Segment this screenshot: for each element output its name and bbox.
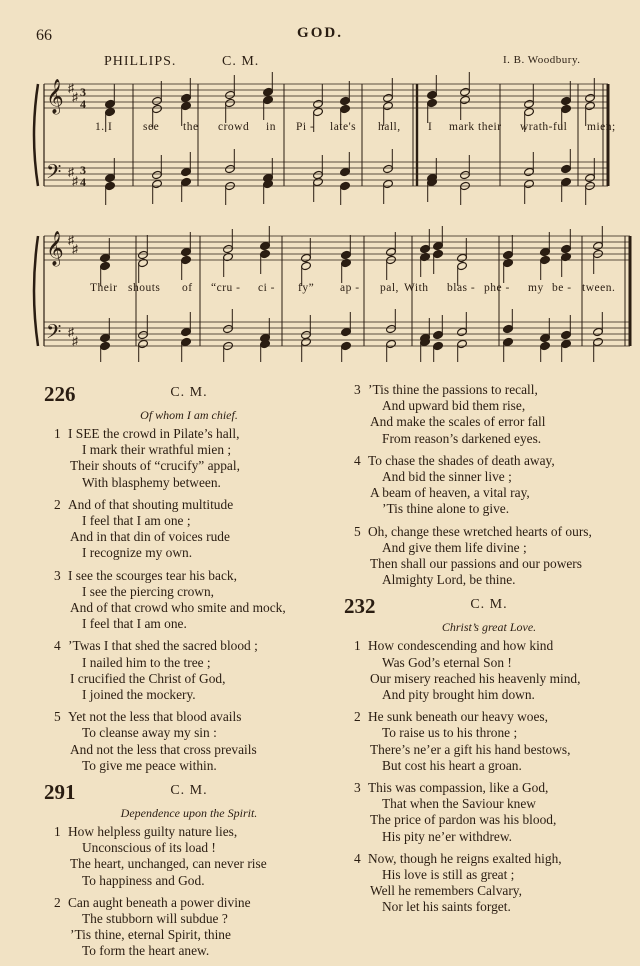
stanza (344, 638, 634, 703)
verse-line (344, 382, 634, 398)
lyric-syllable: wrath-ful (520, 121, 568, 133)
stanza-number: 1 (54, 824, 61, 840)
lyric-syllable: mien; (587, 121, 616, 133)
sharp: ♯ (72, 242, 78, 256)
verse-line: I feel that I am one. (82, 616, 187, 632)
verse-text: To chase the shades of death away, (368, 452, 555, 468)
sharp: ♯ (72, 174, 78, 188)
verse-line: The heart, unchanged, can never rise (70, 856, 267, 872)
hymn-meter: C. M. (470, 597, 508, 613)
verse-line (344, 524, 634, 540)
lyric-syllable: tween. (582, 282, 616, 294)
verse-text: ’Tis thine the passions to recall, (368, 382, 538, 397)
lyric-syllable: in (266, 121, 276, 133)
lyric-syllable: Their (90, 282, 118, 294)
right-column (344, 382, 634, 922)
stanza (344, 524, 634, 589)
verse-line: ’Tis thine alone to give. (382, 501, 510, 517)
stanza (344, 851, 634, 916)
lyric-syllable: crowd (218, 121, 250, 133)
verse-text: I see the scourges tear his back, (68, 567, 237, 583)
verse-line: The stubborn will subdue ? (82, 911, 228, 927)
verse-line: But cost his heart a groan. (382, 757, 522, 773)
verse-text: Oh, change these wretched hearts of ours, (368, 523, 592, 539)
time-signature: 3 (80, 85, 86, 99)
verse-line: ’Tis thine, eternal Spirit, thine (70, 927, 231, 943)
stanza-number: 3 (354, 780, 361, 796)
hymn (344, 382, 634, 588)
verse-line: And of that crowd who smite and mock, (70, 600, 286, 616)
stanza (44, 638, 334, 703)
tune-composer: I. B. Woodbury. (503, 54, 581, 66)
verse-line: The price of pardon was his blood, (370, 812, 557, 828)
lyric-syllable: Pi - (296, 121, 315, 133)
verse-text: I SEE the crowd in Pilate’s hall, (68, 426, 240, 441)
verse-line: From reason’s darkened eyes. (382, 430, 542, 446)
sharp: ♯ (72, 334, 78, 348)
lyric-syllable: fy” (298, 282, 315, 294)
stanza (344, 453, 634, 518)
verse-line (44, 709, 334, 725)
verse-line: To form the heart anew. (82, 943, 210, 959)
verse-text: How condescending and how kind (368, 638, 554, 654)
verse-text: ’Twas I that shed the sacred blood ; (68, 638, 258, 654)
stanza-number: 4 (354, 850, 361, 866)
verse-line (44, 568, 334, 584)
verse-line (344, 709, 634, 725)
verse-line (44, 497, 334, 513)
verse-line: That when the Saviour knew (382, 796, 536, 812)
hymn-subtitle: Christ’s great Love. (441, 620, 537, 635)
hymn-number: 226 (44, 382, 76, 406)
verse-line: A beam of heaven, a vital ray, (370, 485, 530, 501)
stanza-number: 2 (54, 496, 61, 512)
sharp: ♯ (68, 165, 74, 179)
hymn-meter: C. M. (170, 385, 208, 400)
verse-line: His pity ne’er withdrew. (382, 828, 513, 844)
lyric-syllable: my (528, 282, 544, 294)
verse-line: To raise us to his throne ; (382, 725, 518, 741)
stanza (44, 895, 334, 960)
verse-text: This was compassion, like a God, (368, 780, 549, 796)
lyric-syllable: With (404, 282, 429, 294)
time-signature: 4 (80, 97, 86, 111)
stanza-number: 1 (54, 426, 61, 441)
verse-line (344, 851, 634, 867)
stanza (44, 426, 334, 491)
lyric-syllable: mark their (449, 121, 502, 133)
time-signature: 4 (80, 175, 86, 189)
running-title: GOD. (297, 25, 343, 41)
stanza-number: 3 (54, 567, 61, 583)
stanza-number: 3 (354, 382, 361, 397)
lyric-syllable: of (182, 282, 193, 294)
hymn-header (44, 382, 334, 408)
verse-text: How helpless guilty nature lies, (68, 824, 238, 840)
stanza (344, 780, 634, 845)
time-signature: 3 (80, 163, 86, 177)
stanza (44, 568, 334, 633)
stanza (44, 709, 334, 774)
verse-text: And of that shouting multitude (68, 496, 234, 512)
hymn (44, 382, 334, 774)
verse-line: Then shall our passions and our powers (370, 556, 582, 572)
lyric-syllable: pal, (380, 282, 399, 294)
treble-clef: 𝄞 (46, 231, 64, 266)
stanza-number: 5 (354, 523, 361, 539)
stanza-number: 5 (54, 709, 61, 725)
hymn-header (344, 594, 634, 620)
lyric-syllable: I (428, 121, 433, 133)
verse-line: And not the less that cross prevails (70, 741, 257, 757)
verse-line: Was God’s eternal Son ! (382, 654, 512, 670)
hymn-number: 232 (344, 594, 376, 619)
verse-line: Nor let his saints forget. (382, 899, 511, 915)
stanza-number: 4 (354, 452, 361, 468)
verse-line: I recognize my own. (82, 545, 193, 561)
verse-line (344, 638, 634, 654)
verse-line: I crucified the Christ of God, (70, 670, 226, 686)
verse-line: And pity brought him down. (382, 687, 535, 703)
lyric-syllable: the (183, 121, 199, 133)
left-column (44, 382, 334, 966)
verse-line: I see the piercing crown, (82, 583, 214, 599)
verse-text: He sunk beneath our heavy woes, (368, 709, 548, 725)
verse-line: And bid the sinner live ; (382, 469, 512, 485)
hymn-number: 291 (44, 780, 76, 805)
verse-line: Unconscious of its load ! (82, 840, 216, 856)
verse-line: To cleanse away my sin : (82, 725, 217, 741)
verse-line: I mark their wrathful mien ; (82, 442, 232, 458)
bass-clef: 𝄢 (46, 160, 62, 188)
verse-line (44, 426, 334, 442)
system-brace (34, 84, 38, 186)
system-brace (34, 236, 38, 346)
stanza-number: 2 (54, 894, 61, 910)
verse-text: Can aught beneath a power divine (68, 894, 251, 910)
lyric-syllable: shouts (128, 282, 161, 294)
verse-line: And upward bid them rise, (382, 398, 526, 414)
stanza-number: 1 (354, 638, 361, 654)
bass-clef: 𝄢 (46, 320, 62, 348)
hymn-subtitle: Of whom I am chief. (140, 408, 238, 422)
verse-line (344, 453, 634, 469)
stanza (344, 382, 634, 447)
stanza-number: 4 (54, 638, 61, 654)
stanza (44, 824, 334, 889)
verse-line: With blasphemy between. (82, 474, 221, 490)
sharp: ♯ (68, 325, 74, 339)
hymn (44, 780, 334, 960)
verse-line: To happiness and God. (82, 872, 205, 888)
verse-line (44, 895, 334, 911)
verse-line: And make the scales of error fall (370, 414, 546, 430)
verse-line: Their shouts of “crucify” appal, (70, 458, 240, 474)
lyric-syllable: ci - (258, 282, 276, 294)
verse-line (344, 780, 634, 796)
verse-line: Our misery reached his heavenly mind, (370, 670, 581, 686)
lyric-syllable: ap - (340, 282, 360, 294)
verse-line (44, 638, 334, 654)
lyric-syllable: blas - (447, 282, 476, 294)
hymn-header (44, 780, 334, 806)
lyric-syllable: hall, (378, 121, 401, 133)
verse-line: And give them life divine ; (382, 539, 527, 555)
verse-text: Now, though he reigns exalted high, (368, 850, 562, 866)
sharp: ♯ (72, 90, 78, 104)
hymn-meter: C. M. (170, 783, 208, 799)
sharp: ♯ (68, 81, 74, 95)
lyric-syllable: see (143, 121, 160, 133)
lyric-syllable: phe - (484, 282, 510, 294)
verse-line: I feel that I am one ; (82, 513, 191, 529)
verse-line: Almighty Lord, be thine. (382, 572, 516, 588)
verse-line (44, 824, 334, 840)
sharp: ♯ (68, 233, 74, 247)
stanza (44, 497, 334, 562)
lyric-syllable: be - (552, 282, 572, 294)
lyric-syllable: 1. I (95, 121, 113, 133)
verse-line: Well he remembers Calvary, (370, 883, 522, 899)
lyric-syllable: late's (330, 121, 357, 133)
hymn (344, 594, 634, 915)
page-number: 66 (36, 27, 52, 44)
verse-line: To give me peace within. (82, 757, 217, 773)
music-system-1 (0, 70, 640, 205)
stanza-number: 2 (354, 709, 361, 725)
verse-line: There’s ne’er a gift his hand bestows, (370, 741, 571, 757)
tune-name: PHILLIPS. (104, 54, 177, 69)
tune-meter: C. M. (222, 54, 260, 69)
verse-line: I nailed him to the tree ; (82, 654, 211, 670)
verse-text: Yet not the less that blood avails (68, 709, 242, 725)
verse-line: And in that din of voices rude (70, 529, 230, 545)
hymn-subtitle: Dependence upon the Spirit. (120, 806, 258, 821)
stanza (344, 709, 634, 774)
treble-clef: 𝄞 (46, 79, 64, 114)
lyric-syllable: “cru - (211, 282, 241, 294)
verse-line: I joined the mockery. (82, 687, 196, 703)
verse-line: His love is still as great ; (382, 867, 515, 883)
